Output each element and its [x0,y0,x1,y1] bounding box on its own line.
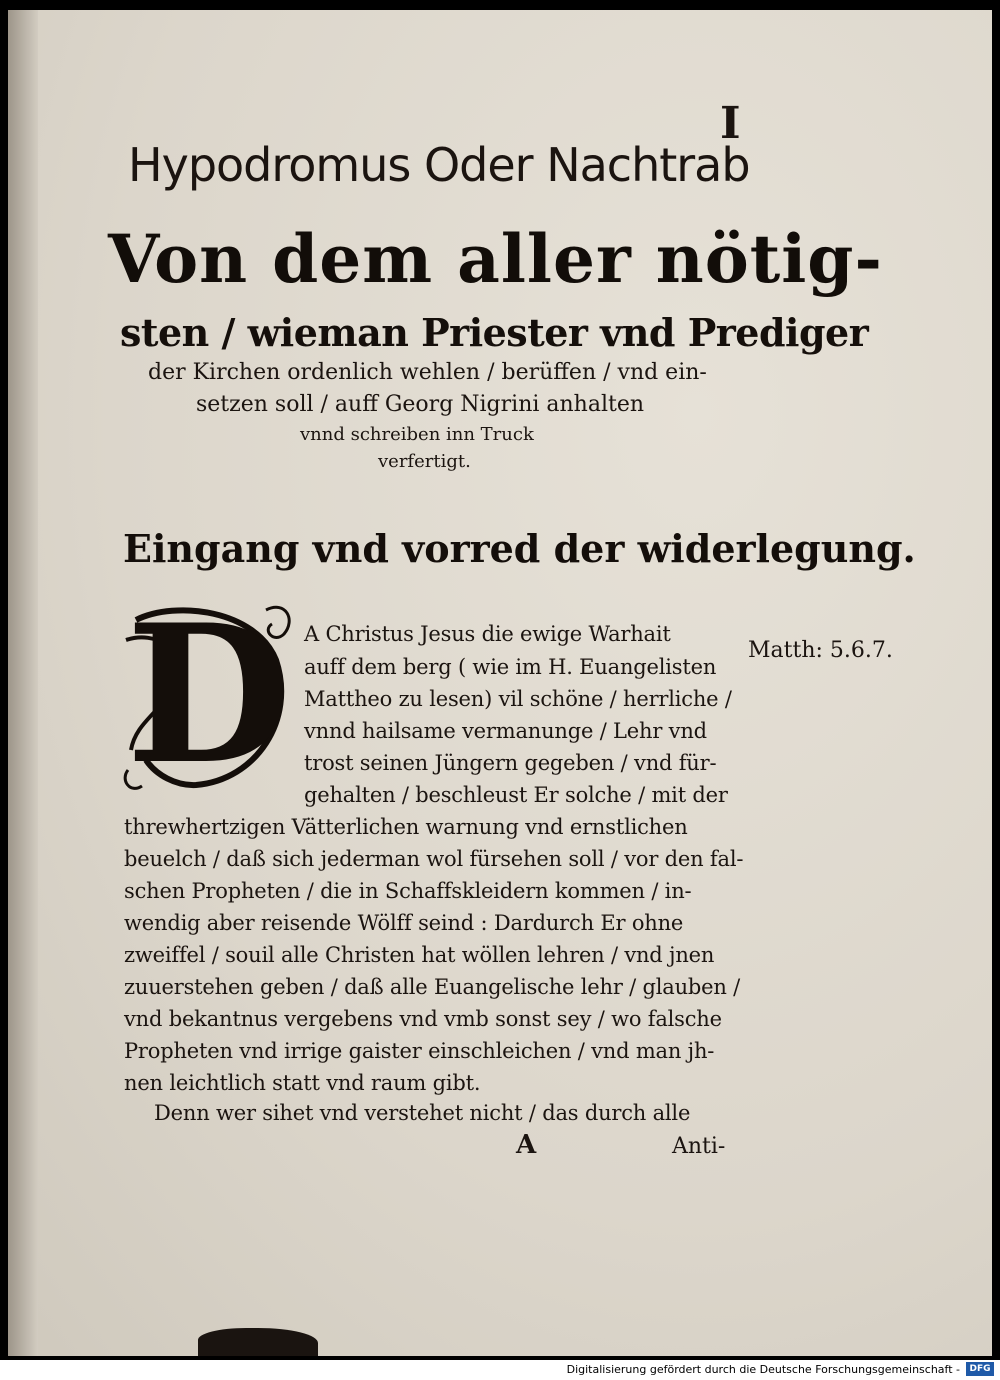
text-line: Propheten vnd irrige gaister einschleichen / vnd man jh- [124,1039,715,1063]
text-line: A Christus Jesus die ewige Warhait [304,622,671,646]
title-line-6: vnnd schreiben inn Truck [300,424,534,445]
dfg-logo: DFG [966,1362,994,1376]
text-line: vnnd hailsame vermanunge / Lehr vnd [304,719,707,743]
margin-note: Matth: 5.6.7. [748,638,893,663]
text-line: Mattheo zu lesen) vil schöne / herrliche / [304,687,732,711]
text-line: Denn wer sihet vnd verstehet nicht / das durch alle [154,1101,691,1125]
text-line: zuuerstehen geben / daß alle Euangelische lehr / glauben / [124,975,741,999]
title-line-1: Hypodromus Oder Nachtrab [128,138,750,192]
title-line-5: setzen soll / auff Georg Nigrini anhalten [196,392,645,417]
footer-credit: Digitalisierung gefördert durch die Deutsche Forschungsgemeinschaft - [566,1363,960,1376]
signature-mark: A [516,1130,537,1160]
section-heading: Eingang vnd vorred der widerlegung. [123,526,916,571]
text-line: beuelch / daß sich jederman wol fürsehen soll / vor den fal- [124,847,744,871]
text-line: wendig aber reisende Wölff seind : Dardurch Er ohne [124,911,684,935]
title-line-4: der Kirchen ordenlich wehlen / berüffen / vnd ein- [148,360,707,385]
page-gutter-shadow [8,10,38,1356]
title-line-7: verfertigt. [378,451,471,472]
text-line: gehalten / beschleust Er solche / mit der [304,783,728,807]
text-line: nen leichtlich statt vnd raum gibt. [124,1071,481,1095]
title-line-3: sten / wieman Priester vnd Prediger [120,310,869,355]
page-tear-damage [198,1328,318,1356]
text-line: trost seinen Jüngern gegeben / vnd für- [304,751,717,775]
text-line: vnd bekantnus vergebens vnd vmb sonst sey / wo falsche [124,1007,722,1031]
text-line: threwhertzigen Vätterlichen warnung vnd ernstlichen [124,815,688,839]
text-line: schen Propheten / die in Schaffskleidern kommen / in- [124,879,692,903]
catchword: Anti- [672,1134,726,1159]
page-number: I [720,98,741,149]
book-page [8,10,992,1356]
title-line-2: Von dem aller nötig- [108,220,883,298]
footer-bar [0,1360,1000,1380]
text-line: zweiffel / souil alle Christen hat wöllen lehren / vnd jnen [124,943,715,967]
drop-cap-letter: D [126,583,291,806]
text-line: auff dem berg ( wie im H. Euangelisten [304,655,717,679]
